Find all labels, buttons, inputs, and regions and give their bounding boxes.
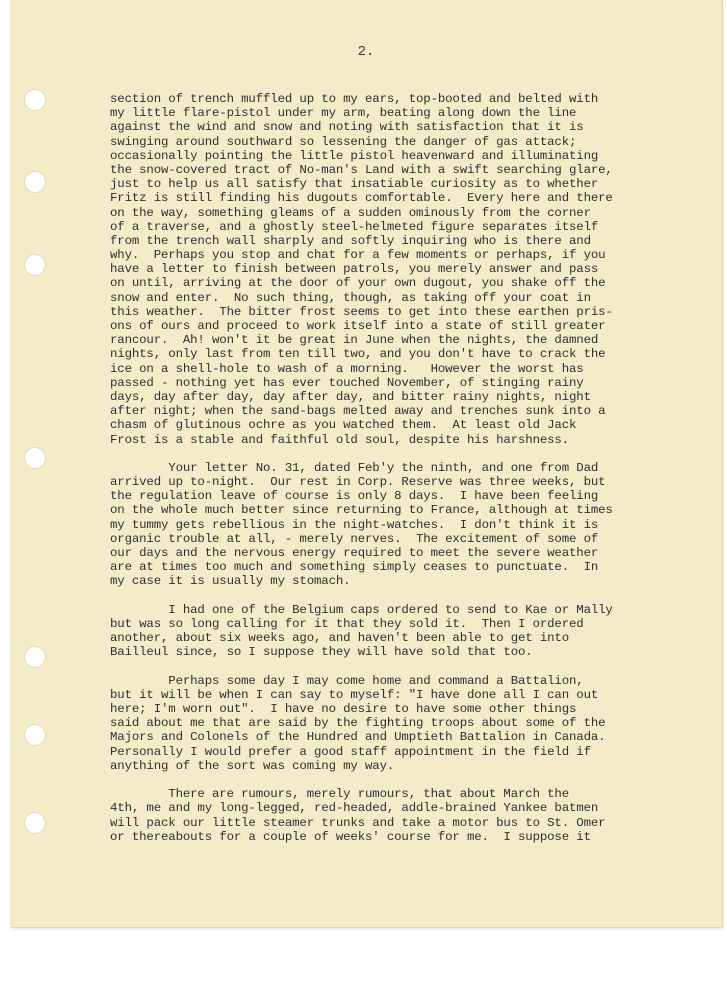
text-line: this weather. The bitter frost seems to get into these earthen pris- — [110, 304, 613, 319]
text-line: but it will be when I can say to myself: "I have done all I can out — [110, 687, 599, 702]
text-line: my tummy gets rebellious in the night-watches. I don't think it is — [110, 517, 599, 532]
text-line: the regulation leave of course is only 8 days. I have been feeling — [110, 489, 599, 504]
paragraph-gap — [110, 660, 710, 674]
text-line: I had one of the Belgium caps ordered to send to Kae or Mally — [110, 602, 613, 617]
text-line: nights, only last from ten till two, and you don't have to crack the — [110, 347, 606, 362]
text-line: rancour. Ah! won't it be great in June when the nights, the damned — [110, 333, 599, 348]
text-line: Frost is a stable and faithful old soul, despite his harshness. — [110, 432, 569, 447]
text-line: my case it is usually my stomach. — [110, 574, 351, 589]
text-line: of a traverse, and a ghostly steel-helmeted figure separates itself — [110, 219, 599, 234]
text-line: Perhaps some day I may come home and command a Battalion, — [110, 673, 584, 688]
paragraph-gap — [110, 589, 710, 603]
punch-hole — [24, 812, 46, 834]
text-line: Majors and Colonels of the Hundred and Umptieth Battalion in Canada. — [110, 730, 606, 745]
text-line: on until, arriving at the door of your own dugout, you shake off the — [110, 276, 606, 291]
text-line: occasionally pointing the little pistol heavenward and illuminating — [110, 148, 599, 163]
text-line: Your letter No. 31, dated Feb'y the ninth, and one from Dad — [110, 460, 599, 475]
typewritten-page — [10, 0, 723, 928]
text-line: days, day after day, day after day, and bitter rainy nights, night — [110, 389, 591, 404]
punch-hole — [24, 646, 46, 668]
text-line: There are rumours, merely rumours, that about March the — [110, 787, 569, 802]
paragraph — [110, 461, 710, 589]
text-line: or thereabouts for a couple of weeks' course for me. I suppose it — [110, 829, 591, 844]
paragraph-gap — [110, 773, 710, 787]
punch-hole — [24, 447, 46, 469]
text-line: after night; when the sand-bags melted away and trenches sunk into a — [110, 404, 606, 419]
text-line: ice on a shell-hole to wash of a morning. However the worst has — [110, 361, 584, 376]
text-line: anything of the sort was coming my way. — [110, 758, 395, 773]
text-line: chasm of glutinous ochre as you watched them. At least old Jack — [110, 418, 577, 433]
text-line: Bailleul since, so I suppose they will have sold that too. — [110, 645, 533, 660]
text-line: from the trench wall sharply and softly inquiring who is there and — [110, 233, 591, 248]
text-line: 4th, me and my long-legged, red-headed, addle-brained Yankee batmen — [110, 801, 599, 816]
text-line: on the whole much better since returning to France, although at times — [110, 503, 613, 518]
text-line: snow and enter. No such thing, though, as taking off your coat in — [110, 290, 591, 305]
page-number: 2. — [357, 44, 375, 60]
paragraph — [110, 603, 710, 660]
text-line: said about me that are said by the fighting troops about some of the — [110, 716, 606, 731]
paragraph — [110, 674, 710, 773]
text-line: will pack our little steamer trunks and take a motor bus to St. Omer — [110, 815, 606, 830]
text-line: on the way, something gleams of a sudden ominously from the corner — [110, 205, 591, 220]
paragraph-gap — [110, 447, 710, 461]
text-line: another, about six weeks ago, and haven't been able to get into — [110, 631, 569, 646]
text-line: our days and the nervous energy required to meet the severe weather — [110, 546, 599, 560]
text-line: here; I'm worn out". I have no desire to have some other things — [110, 702, 577, 717]
letter-body — [110, 92, 710, 844]
text-line: against the wind and snow and noting with satisfaction that it is — [110, 120, 584, 135]
text-line: are at times too much and something simply ceases to punctuate. In — [110, 560, 599, 575]
text-line: have a letter to finish between patrols, you merely answer and pass — [110, 262, 599, 277]
text-line: my little flare-pistol under my arm, beating along down the line — [110, 106, 577, 121]
text-line: why. Perhaps you stop and chat for a few moments or perhaps, if you — [110, 248, 606, 263]
text-line: arrived up to-night. Our rest in Corp. Reserve was three weeks, but — [110, 475, 606, 490]
text-line: organic trouble at all, - merely nerves. The excitement of some of — [110, 531, 599, 546]
text-line: but was so long calling for it that they sold it. Then I ordered — [110, 616, 584, 631]
punch-hole — [24, 254, 46, 276]
paragraph — [110, 787, 710, 844]
punch-hole — [24, 171, 46, 193]
punch-hole — [24, 724, 46, 746]
text-line: swinging around southward so lessening the danger of gas attack; — [110, 134, 577, 149]
text-line: the snow-covered tract of No-man's Land with a swift searching glare, — [110, 162, 613, 177]
text-line: Fritz is still finding his dugouts comfortable. Every here and there — [110, 191, 613, 206]
text-line: passed - nothing yet has ever touched November, of stinging rainy — [110, 375, 584, 390]
punch-hole — [24, 89, 46, 111]
text-line: section of trench muffled up to my ears, top-booted and belted with — [110, 92, 599, 106]
text-line: just to help us all satisfy that insatiable curiosity as to whether — [110, 177, 599, 192]
text-line: ons of ours and proceed to work itself into a state of still greater — [110, 319, 606, 333]
paragraph — [110, 92, 710, 447]
text-line: Personally I would prefer a good staff appointment in the field if — [110, 744, 591, 759]
